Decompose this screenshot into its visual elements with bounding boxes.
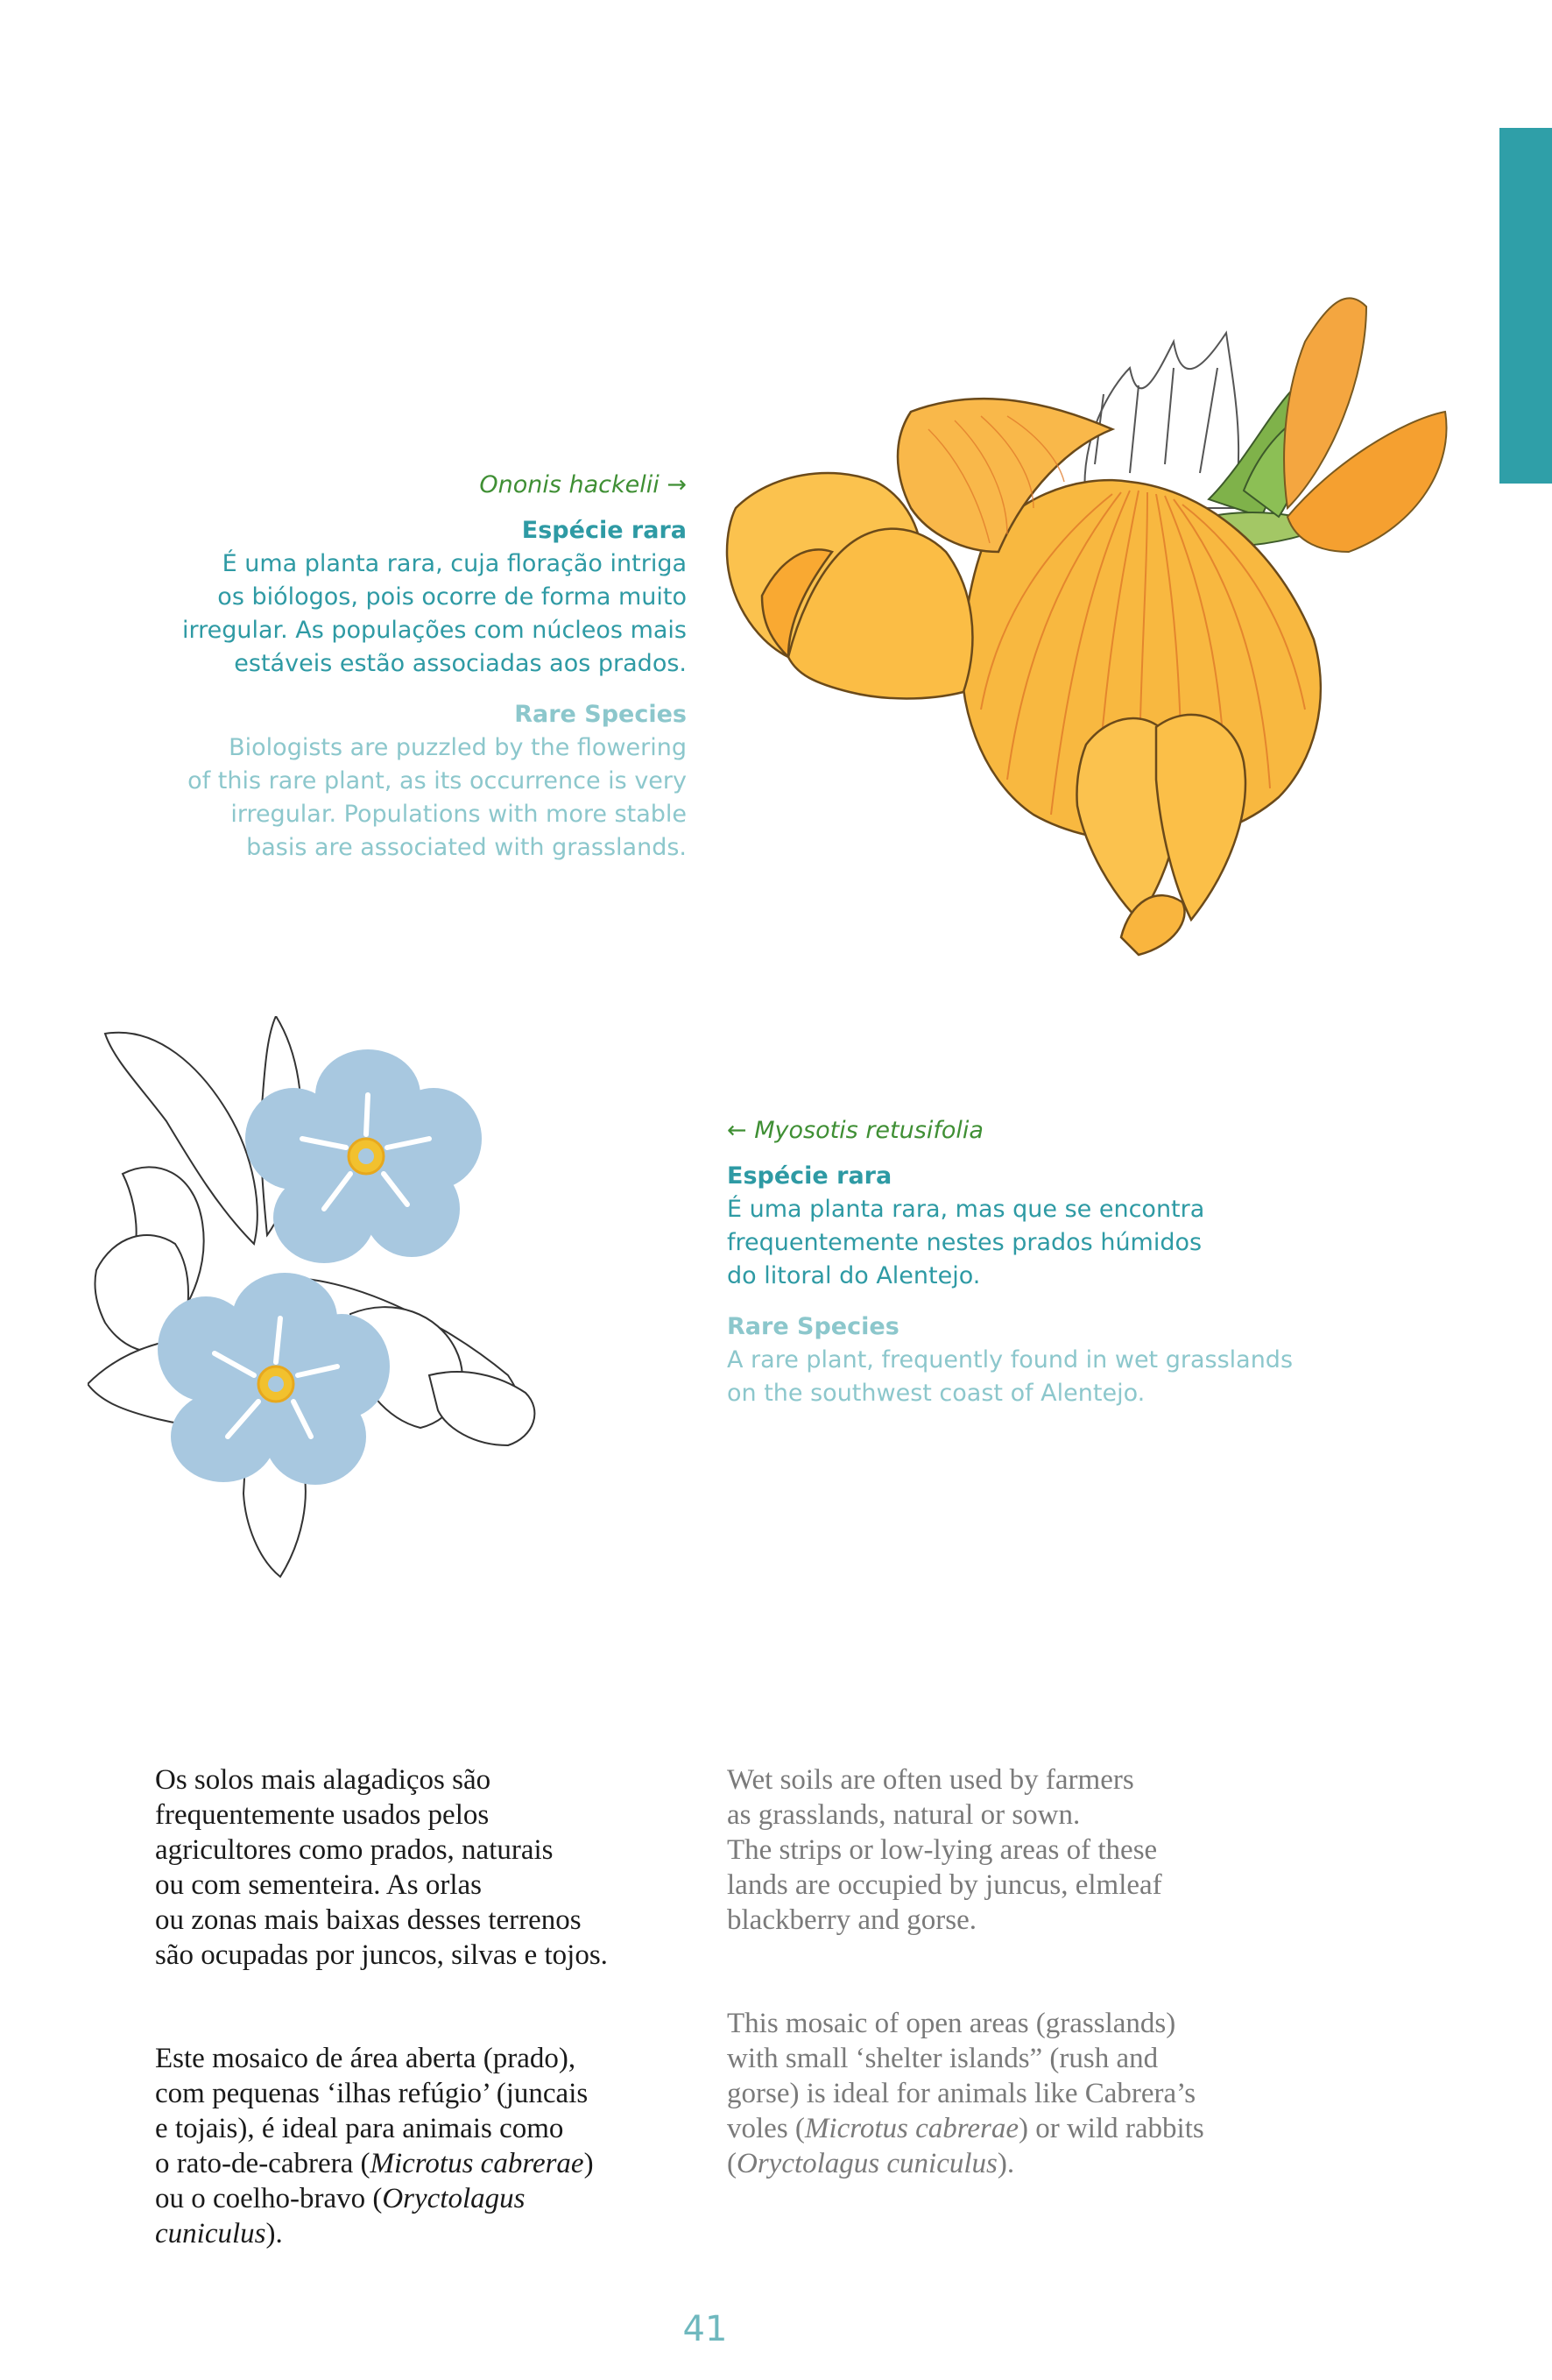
arrow-right-icon: → xyxy=(667,471,687,498)
myosotis-pt-heading: Espécie rara xyxy=(727,1162,892,1190)
myosotis-species-name-text: Myosotis retusifolia xyxy=(754,1117,984,1144)
pt-species-oryctolagus: Oryctolagus cuniculus xyxy=(155,2183,526,2249)
pt-paragraph-2-text-b: ) ou o coelho-bravo ( xyxy=(155,2148,594,2214)
myosotis-en-description: A rare plant, frequently found in wet grasslands on the southwest coast of Alentejo. xyxy=(727,1346,1294,1407)
portuguese-body-text xyxy=(155,1727,698,2320)
myosotis-en-heading: Rare Species xyxy=(727,1313,899,1340)
pt-paragraph-2 xyxy=(155,2041,698,2251)
page-number: 41 xyxy=(682,2309,728,2349)
myosotis-retusifolia-illustration xyxy=(88,1016,674,1594)
pt-paragraph-2-text-a: Este mosaico de área aberta (prado), com pequenas ‘ilhas refúgio’ (juncais e tojais), é ideal para animais como o rato-de-cabrera ( xyxy=(155,2043,589,2179)
pt-paragraph-1: Os solos mais alagadiços são frequentemente usados pelos agricultores como prados, naturais ou com sementeira. As orlas ou zonas mais baixas desses terrenos são ocupadas por juncos, silvas e tojos. xyxy=(155,1764,608,1971)
ononis-hackelii-illustration xyxy=(718,289,1463,964)
english-body-text xyxy=(727,1727,1270,2249)
myosotis-species-note xyxy=(727,1117,1358,1410)
ononis-bottom-keel-petals xyxy=(1076,715,1245,955)
ononis-species-name xyxy=(158,471,687,498)
ononis-species-note xyxy=(158,471,687,865)
en-paragraph-1: Wet soils are often used by farmers as grasslands, natural or sown. The strips or low-lying areas of these lands are occupied by juncus, elmleaf blackberry and gorse. xyxy=(727,1764,1162,1936)
ononis-pt-heading: Espécie rara xyxy=(521,517,687,544)
en-species-oryctolagus: Oryctolagus cuniculus xyxy=(737,2148,998,2179)
ononis-en-description: Biologists are puzzled by the flowering of this rare plant, as its occurrence is very irregular. Populations with more stable basis are associated with grasslands. xyxy=(187,734,687,861)
myosotis-pt-description: É uma planta rara, mas que se encontra frequentemente nestes prados húmidos do litoral do Alentejo. xyxy=(727,1196,1205,1289)
chapter-tab-marker xyxy=(1499,128,1552,484)
en-paragraph-2-text-c: ). xyxy=(997,2148,1015,2179)
ononis-species-name-text: Ononis hackelii xyxy=(479,471,660,498)
pt-species-microtus: Microtus cabrerae xyxy=(370,2148,584,2179)
ononis-en-heading: Rare Species xyxy=(514,701,687,728)
myosotis-species-name xyxy=(727,1117,1358,1144)
pt-paragraph-2-text-c: ). xyxy=(265,2218,283,2249)
en-paragraph-2-text-b: ) or wild rabbits ( xyxy=(727,2113,1204,2179)
en-paragraph-2-text-a: This mosaic of open areas (grasslands) with small ‘shelter islands” (rush and gorse) is ideal for animals like Cabrera’s voles ( xyxy=(727,2008,1196,2144)
arrow-left-icon: ← xyxy=(727,1117,747,1144)
en-paragraph-2 xyxy=(727,2006,1270,2181)
en-species-microtus: Microtus cabrerae xyxy=(804,2113,1019,2144)
ononis-pt-description: É uma planta rara, cuja floração intriga os biólogos, pois ocorre de forma muito irregular. As populações com núcleos mais estáveis estão associadas aos prados. xyxy=(181,550,687,677)
